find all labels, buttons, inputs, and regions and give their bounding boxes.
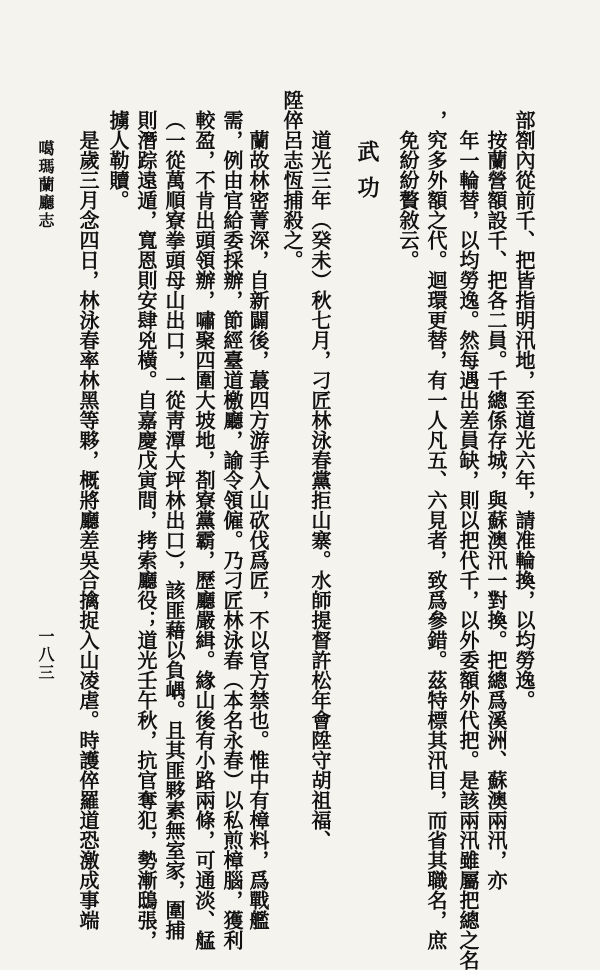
text-column-3: 年一輪替，以均勞逸。然每遇出差員缺，則以把代千，以外委額外代把。是該兩汛雖屬把總之名	[456, 130, 480, 970]
section-heading: 武功	[354, 140, 380, 212]
text-column-5: 免紛紛贅敘云。	[396, 130, 420, 270]
text-column-6: 道光三年（癸未）秋七月，刁匠林泳春黨拒山寨。水師提督許松年會陞守胡祖福、	[308, 130, 332, 850]
text-column-11: （一從萬順寮拳頭母山出口，一從靑潭大坪林出口），該匪藉以負嵎。且其匪夥素無室家，圍捕	[162, 110, 186, 940]
text-column-13: 擄人勒贖。	[106, 110, 130, 210]
book-title: 噶瑪蘭廳志	[36, 140, 55, 230]
text-column-4: ，究多外額之代。迴環更替，有一人凡五、六見者，致爲參錯。茲特標其汛目，而省其職名，庶	[424, 110, 448, 950]
text-column-14: 是歲三月念四日，林泳春率林黑等夥，概將廳差吳合擒捉入山凌虐。時護倅羅道恐激成事端	[76, 130, 100, 930]
text-column-2: 按蘭營額設千、把各二員。千總係存城，與蘇澳汛一對換。把總爲溪洲、蘇澳兩汛，亦	[484, 130, 508, 890]
text-column-1: 部劄內從前千、把皆指明汛地，至道光六年，請准輪換，以均勞逸。	[512, 110, 536, 710]
text-column-9: 需，例由官給委採辦，節經臺道檄廳，諭令領僱。乃刁匠林泳春（本名永春）以私煎樟腦，獲利	[220, 110, 244, 950]
text-column-12: 則潛踪遠遁，寬恩則安肆兇橫。自嘉慶戊寅間，拷索廳役；道光壬午秋，抗官奪犯，勢漸鴟張，	[134, 110, 158, 950]
text-column-8: 蘭故林密菁深，自新闢後，蕞四方游手入山砍伐爲匠，不以官方禁也。惟中有樟料，爲戰艦	[246, 130, 270, 930]
text-column-10: 較盈，不肯出頭領辦，嘯聚四圍大坡地，剳寮黨霸，歷廳嚴緝。緣山後有小路兩條，可通淡、艋	[192, 110, 216, 950]
text-column-7: 陞倅呂志恆捕殺之。	[280, 90, 304, 270]
page-number: 一八三	[36, 628, 55, 682]
